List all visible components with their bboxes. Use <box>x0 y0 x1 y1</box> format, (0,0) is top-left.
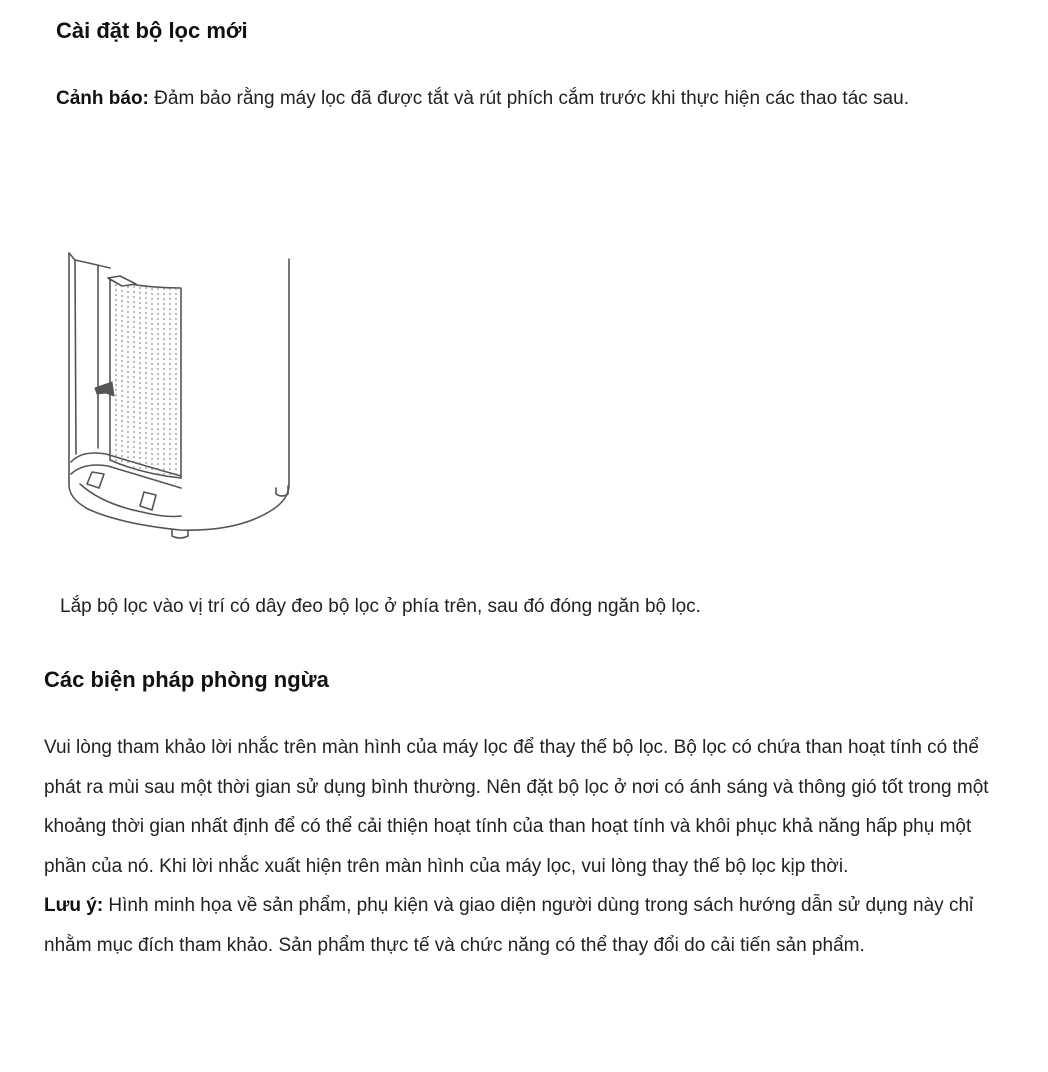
air-purifier-filter-installation-illustration-icon <box>62 248 298 544</box>
section-title-install-filter: Cài đặt bộ lọc mới <box>56 18 248 43</box>
warning-label: Cảnh báo: <box>56 88 149 109</box>
note-label: Lưu ý: <box>44 895 104 916</box>
figure-caption: Lắp bộ lọc vào vị trí có dây đeo bộ lọc ở phía trên, sau đó đóng ngăn bộ lọc. <box>60 596 701 617</box>
warning-text: Đảm bảo rằng máy lọc đã được tắt và rút phích cắm trước khi thực hiện các thao tác sau. <box>148 88 909 109</box>
section-title-precautions: Các biện pháp phòng ngừa <box>44 667 329 692</box>
precautions-paragraph: Vui lòng tham khảo lời nhắc trên màn hình của máy lọc để thay thế bộ lọc. Bộ lọc có chứa than hoạt tính có thể phát ra mùi sau một thời gian sử dụng bình thường. Nên đặt bộ lọc ở nơi có ánh sáng và thông gió tốt trong một khoảng thời gian nhất định để có thể cải thiện hoạt tính của than hoạt tính và khôi phục khả năng hấp phụ một phần của nó. Khi lời nhắc xuất hiện trên màn hình của máy lọc, vui lòng thay thế bộ lọc kịp thời. <box>44 737 989 877</box>
warning-paragraph <box>56 79 986 118</box>
filter-installation-figure <box>62 248 298 544</box>
precautions-body <box>44 728 994 965</box>
note-paragraph <box>44 886 994 965</box>
note-text: Hình minh họa về sản phẩm, phụ kiện và giao diện người dùng trong sách hướng dẫn sử dụng này chỉ nhằm mục đích tham khảo. Sản phẩm thực tế và chức năng có thể thay đổi do cải tiến sản phẩm. <box>44 895 974 956</box>
